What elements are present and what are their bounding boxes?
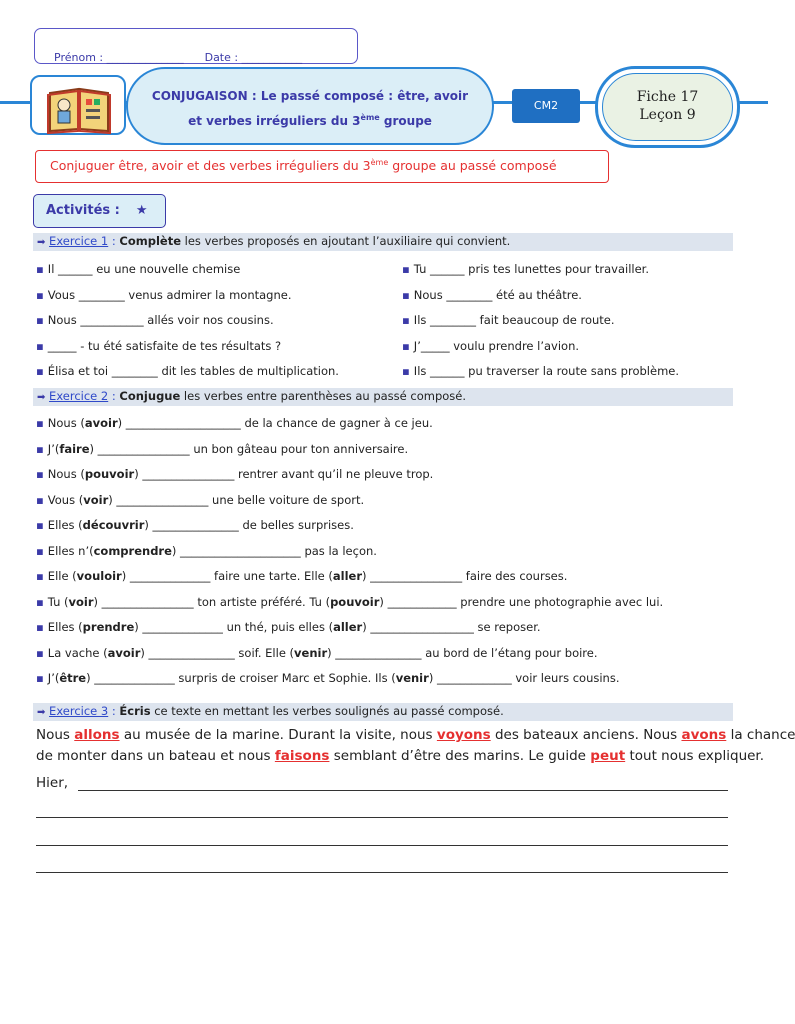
exercise-1-title: Exercice 1 <box>49 234 109 248</box>
bullet-icon: ▪ <box>402 313 410 327</box>
bullet-icon: ▪ <box>36 441 44 456</box>
lesson-title <box>126 67 494 145</box>
exercise-3-title: Exercice 3 <box>49 704 109 718</box>
exercise-2-item[interactable]: ▪ Elles (découvrir) _______________ de belles surprises. <box>36 518 354 532</box>
exercise-2-item[interactable]: ▪ La vache (avoir) _______________ soif. Elle (venir) _______________ au bord de l’étang pour boire. <box>36 645 598 660</box>
prenom-label: Prénom : ______________ <box>54 51 184 64</box>
bullet-icon: ▪ <box>36 671 44 685</box>
exercise-2-item[interactable]: ▪ Vous (voir) ________________ une belle voiture de sport. <box>36 492 365 507</box>
exercise-1-item[interactable]: ▪ Nous ___________ allés voir nos cousins. <box>36 313 274 327</box>
writing-line[interactable] <box>36 845 728 846</box>
lecon-number: Leçon 9 <box>639 107 696 123</box>
bullet-icon: ▪ <box>36 569 44 583</box>
name-date-box <box>34 28 358 64</box>
exercise-1-item[interactable]: ▪ Il ______ eu une nouvelle chemise <box>36 262 241 276</box>
bullet-icon: ▪ <box>36 518 44 532</box>
arrow-icon: ➡ <box>37 707 46 718</box>
exercise-1-item[interactable]: ▪ Ils ______ pu traverser la route sans problème. <box>402 364 679 378</box>
bullet-icon: ▪ <box>402 262 410 276</box>
level-badge: CM2 <box>512 89 580 123</box>
bullet-icon: ▪ <box>36 594 44 609</box>
objective-box: Conjuguer être, avoir et des verbes irréguliers du 3ème groupe au passé composé <box>35 150 609 183</box>
bullet-icon: ▪ <box>36 416 44 430</box>
exercise-1-item[interactable]: ▪ Tu ______ pris tes lunettes pour travailler. <box>402 262 649 276</box>
exercise-2-item[interactable]: ▪ Elles (prendre) ______________ un thé, puis elles (aller) __________________ se reposer. <box>36 620 541 634</box>
writing-line[interactable] <box>78 790 728 791</box>
exercise-3-header: ➡ Exercice 3 : Écris ce texte en mettant les verbes soulignés au passé composé. <box>33 703 733 721</box>
exercise-3-text-line-1: Nous allons au musée de la marine. Durant la visite, nous voyons des bateaux anciens. Nous avons la chance <box>36 727 795 743</box>
exercise-2-item[interactable]: ▪ Elle (vouloir) ______________ faire une tarte. Elle (aller) ________________ faire des courses. <box>36 569 568 583</box>
bullet-icon: ▪ <box>36 620 44 634</box>
open-book-icon <box>46 81 112 133</box>
bullet-icon: ▪ <box>402 364 410 378</box>
exercise-1-header: ➡ Exercice 1 : Complète les verbes proposés en ajoutant l’auxiliaire qui convient. <box>33 233 733 251</box>
bullet-icon: ▪ <box>402 338 410 353</box>
exercise-2-header: ➡ Exercice 2 : Conjugue les verbes entre parenthèses au passé composé. <box>33 388 733 406</box>
exercise-2-title: Exercice 2 <box>49 389 109 403</box>
exercise-1-item[interactable]: ▪ Nous ________ été au théâtre. <box>402 287 582 302</box>
title-line-2: et verbes irréguliers du 3ème groupe <box>188 113 432 128</box>
exercise-2-item[interactable]: ▪ J’(faire) ________________ un bon gâteau pour ton anniversaire. <box>36 441 409 456</box>
fiche-badge <box>595 66 740 148</box>
bullet-icon: ▪ <box>36 287 44 302</box>
exercise-2-item[interactable]: ▪ Elles n’(comprendre) _____________________ pas la leçon. <box>36 543 377 558</box>
exercise-1-item[interactable]: ▪ Ils ________ fait beaucoup de route. <box>402 313 615 327</box>
fiche-number: Fiche 17 <box>636 89 699 105</box>
exercise-3-text-line-2: de monter dans un bateau et nous faisons semblant d’être des marins. Le guide peut tout nous expliquer. <box>36 748 765 764</box>
writing-line[interactable] <box>36 872 728 873</box>
bullet-icon: ▪ <box>36 467 44 481</box>
exercise-2-item[interactable]: ▪ Nous (pouvoir) ________________ rentrer avant qu’il ne pleuve trop. <box>36 467 434 481</box>
exercise-1-item[interactable]: ▪ _____ - tu été satisfaite de tes résultats ? <box>36 338 282 353</box>
bullet-icon: ▪ <box>36 364 44 378</box>
exercise-2-item[interactable]: ▪ Tu (voir) ________________ ton artiste préféré. Tu (pouvoir) ____________ prendre une photographie avec lui. <box>36 594 664 609</box>
book-illustration <box>30 75 126 135</box>
bullet-icon: ▪ <box>36 543 44 558</box>
writing-line[interactable] <box>36 817 728 818</box>
title-line-1: CONJUGAISON : Le passé composé : être, avoir <box>151 89 469 103</box>
star-icon: ★ <box>135 203 148 218</box>
arrow-icon: ➡ <box>37 392 46 403</box>
arrow-icon: ➡ <box>37 237 46 248</box>
exercise-1-item[interactable]: ▪ Vous ________ venus admirer la montagne. <box>36 287 292 302</box>
exercise-2-item[interactable]: ▪ J’(être) ______________ surpris de croiser Marc et Sophie. Ils (venir) _____________ voir leurs cousins. <box>36 671 620 685</box>
hier-label: Hier, <box>36 775 69 791</box>
exercise-1-item[interactable]: ▪ Élisa et toi ________ dit les tables de multiplication. <box>36 364 339 378</box>
bullet-icon: ▪ <box>36 313 44 327</box>
bullet-icon: ▪ <box>36 338 44 353</box>
bullet-icon: ▪ <box>36 645 44 660</box>
exercise-2-item[interactable]: ▪ Nous (avoir) ____________________ de la chance de gagner à ce jeu. <box>36 416 433 430</box>
bullet-icon: ▪ <box>36 262 44 276</box>
date-label: Date : ___________ <box>204 51 303 64</box>
bullet-icon: ▪ <box>36 492 44 507</box>
activities-label: Activités : ★ <box>33 194 166 228</box>
exercise-1-item[interactable]: ▪ J’_____ voulu prendre l’avion. <box>402 338 580 353</box>
bullet-icon: ▪ <box>402 287 410 302</box>
